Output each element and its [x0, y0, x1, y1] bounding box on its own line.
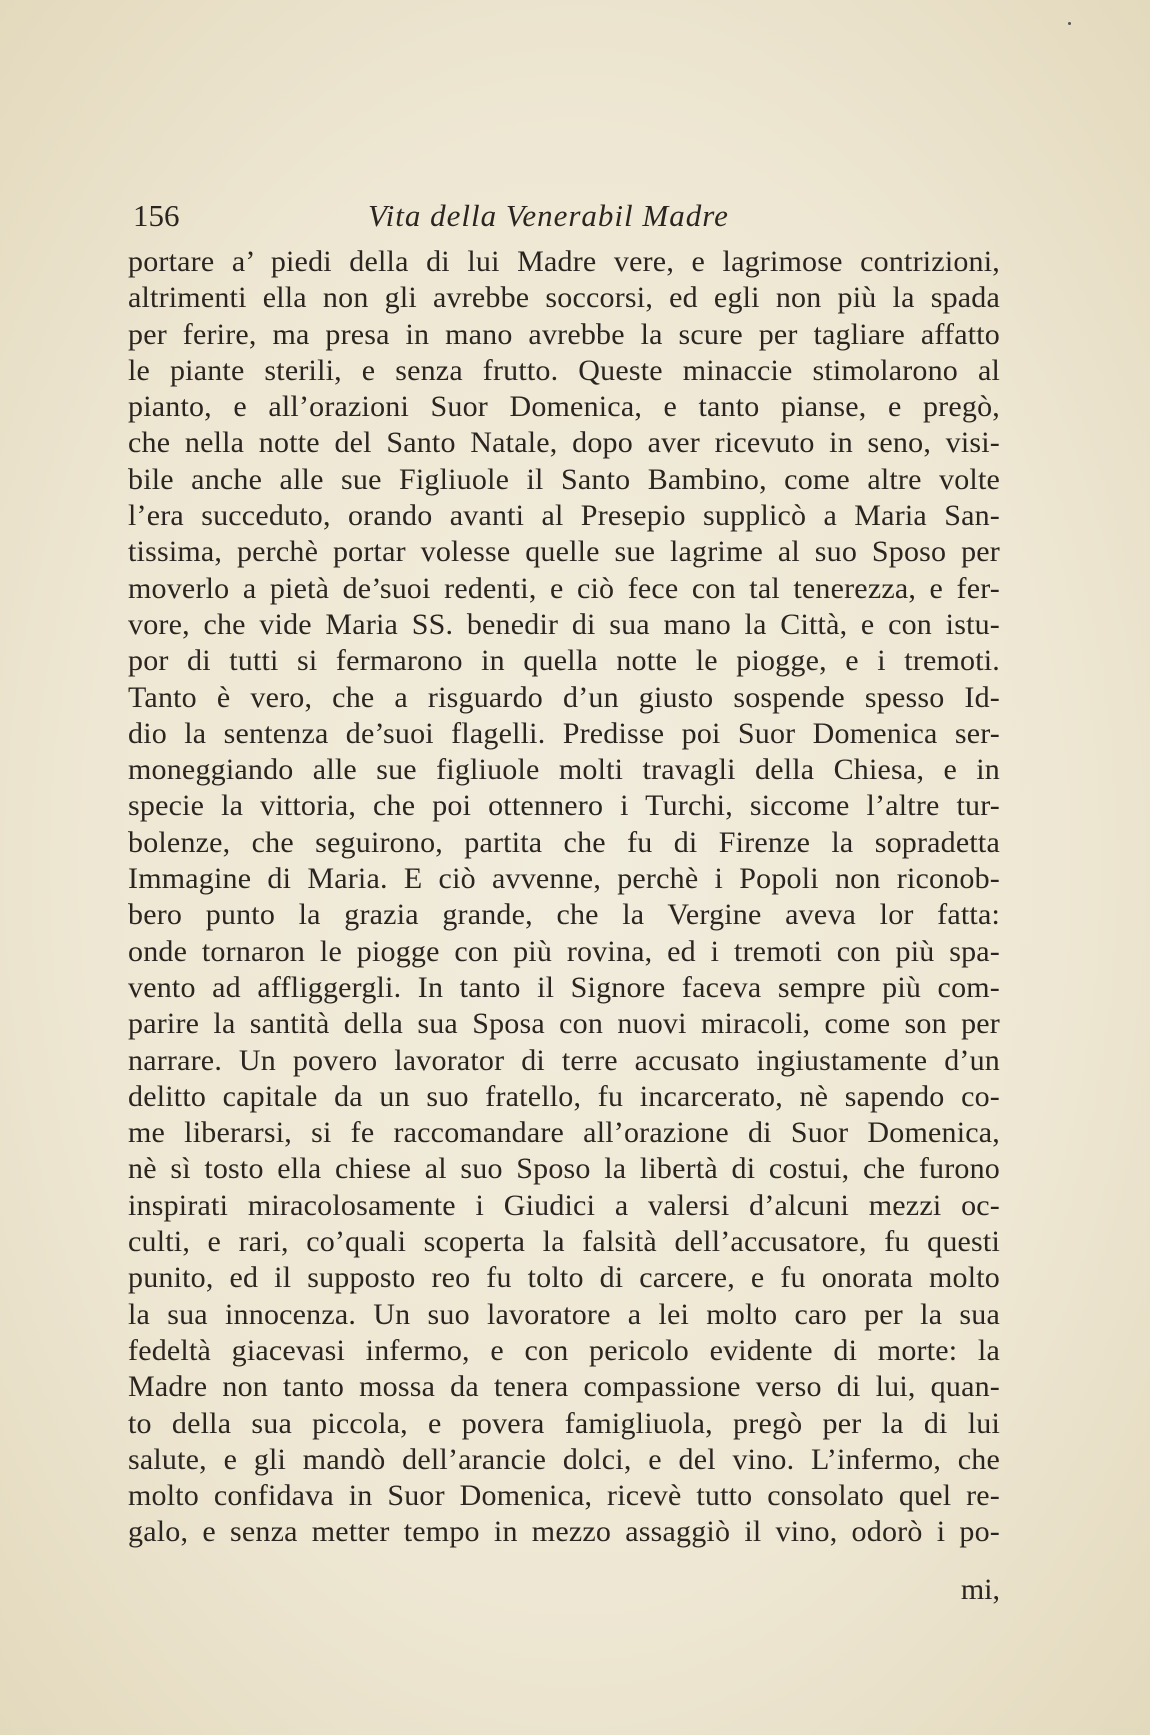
text-line-content: punito, ed il supposto reo fu tolto di carcere, e fu onorata molto	[128, 1261, 1000, 1295]
text-line-content: la sua innocenza. Un suo lavoratore a lei molto caro per la sua	[128, 1297, 1000, 1331]
text-line	[128, 1369, 1000, 1405]
text-line	[128, 353, 1000, 389]
paper-speck	[1068, 22, 1071, 25]
text-line	[128, 498, 1000, 534]
text-line-content: salute, e gli mandò dell’arancie dolci, e del vino. L’infermo, che	[128, 1442, 1000, 1476]
text-line-content: l’era succeduto, orando avanti al Presepio supplicò a Maria San-	[128, 499, 1000, 533]
text-line	[128, 425, 1000, 461]
text-line-content: molto confidava in Suor Domenica, ricevè tutto consolato quel re-	[128, 1479, 1000, 1513]
text-line-content: tissima, perchè portar volesse quelle sue lagrime al suo Sposo per	[128, 535, 1000, 569]
text-line	[128, 389, 1000, 425]
text-line	[128, 1115, 1000, 1151]
text-line	[128, 1297, 1000, 1333]
text-line-content: specie la vittoria, che poi ottennero i Turchi, siccome l’altre tur-	[128, 789, 1000, 823]
text-line	[128, 934, 1000, 970]
text-line-content: nè sì tosto ella chiese al suo Sposo la libertà di costui, che furono	[128, 1152, 1000, 1186]
text-line	[128, 643, 1000, 679]
text-line-content: le piante sterili, e senza frutto. Queste minaccie stimolarono al	[128, 353, 1000, 387]
text-line	[128, 680, 1000, 716]
page-header	[128, 198, 1000, 238]
text-line	[128, 1333, 1000, 1369]
text-line	[128, 752, 1000, 788]
text-line-content: bolenze, che seguirono, partita che fu di Firenze la sopradetta	[128, 825, 1000, 859]
text-line-content: bile anche alle sue Figliuole il Santo Bambino, come altre volte	[128, 462, 1000, 496]
text-line-content: galo, e senza metter tempo in mezzo assaggiò il vino, odorò i po-	[128, 1515, 1000, 1549]
text-line	[128, 1406, 1000, 1442]
text-line	[128, 1442, 1000, 1478]
text-line	[128, 1224, 1000, 1260]
text-line	[128, 1006, 1000, 1042]
text-line-content: Madre non tanto mossa da tenera compassione verso di lui, quan-	[128, 1370, 1000, 1404]
text-line	[128, 716, 1000, 752]
text-line-content: bero punto la grazia grande, che la Vergine aveva lor fatta:	[128, 898, 1000, 932]
text-line	[128, 280, 1000, 316]
text-line-content: vore, che vide Maria SS. benedir di sua mano la Città, e con istu-	[128, 607, 1000, 641]
text-line-content: onde tornaron le piogge con più rovina, ed i tremoti con più spa-	[128, 934, 1000, 968]
text-line	[128, 1043, 1000, 1079]
body-text	[128, 244, 1000, 1551]
text-line	[128, 1260, 1000, 1296]
text-line	[128, 1079, 1000, 1115]
text-line-content: fedeltà giacevasi infermo, e con pericolo evidente di morte: la	[128, 1333, 1000, 1367]
text-line	[128, 825, 1000, 861]
running-title: Vita della Venerabil Madre	[368, 198, 729, 233]
text-line	[128, 1514, 1000, 1550]
text-line-content: per ferire, ma presa in mano avrebbe la scure per tagliare affatto	[128, 317, 1000, 351]
text-line	[128, 607, 1000, 643]
text-line	[128, 897, 1000, 933]
text-line	[128, 534, 1000, 570]
page-number: 156	[133, 198, 180, 233]
text-line-content: che nella notte del Santo Natale, dopo aver ricevuto in seno, visi-	[128, 426, 1000, 460]
text-line-content: altrimenti ella non gli avrebbe soccorsi, ed egli non più la spada	[128, 281, 1000, 315]
text-line-content: Immagine di Maria. E ciò avvenne, perchè i Popoli non riconob-	[128, 862, 1000, 896]
text-line-content: portare a’ piedi della di lui Madre vere, e lagrimose contrizioni,	[128, 245, 1000, 278]
text-line-content: delitto capitale da un suo fratello, fu incarcerato, nè sapendo co-	[128, 1079, 1000, 1113]
text-line-content: Tanto è vero, che a risguardo d’un giusto sospende spesso Id-	[128, 680, 1000, 714]
text-line	[128, 1188, 1000, 1224]
catchword: mi,	[960, 1573, 1000, 1606]
text-line	[128, 571, 1000, 607]
text-line	[128, 970, 1000, 1006]
text-line-content: narrare. Un povero lavorator di terre accusato ingiustamente d’un	[128, 1043, 1000, 1077]
text-line	[128, 1151, 1000, 1187]
text-line	[128, 861, 1000, 897]
text-line-content: moverlo a pietà de’suoi redenti, e ciò fece con tal tenerezza, e fer-	[128, 571, 1000, 605]
text-line-content: dio la sentenza de’suoi flagelli. Predisse poi Suor Domenica ser-	[128, 716, 1000, 750]
text-line-content: me liberarsi, si fe raccomandare all’orazione di Suor Domenica,	[128, 1116, 1000, 1150]
text-line-content: to della sua piccola, e povera famigliuola, pregò per la di lui	[128, 1406, 1000, 1440]
text-line	[128, 462, 1000, 498]
text-line-content: culti, e rari, co’quali scoperta la falsità dell’accusatore, fu questi	[128, 1225, 1000, 1259]
text-line	[128, 1478, 1000, 1514]
text-line-content: pianto, e all’orazioni Suor Domenica, e tanto pianse, e pregò,	[128, 390, 1000, 424]
text-line	[128, 317, 1000, 353]
text-line-content: por di tutti si fermarono in quella notte le piogge, e i tremoti.	[128, 644, 1000, 678]
text-line-content: parire la santità della sua Sposa con nuovi miracoli, come son per	[128, 1007, 1000, 1041]
text-line	[128, 244, 1000, 280]
text-line-content: inspirati miracolosamente i Giudici a valersi d’alcuni mezzi oc-	[128, 1188, 1000, 1222]
text-line-content: moneggiando alle sue figliuole molti travagli della Chiesa, e in	[128, 753, 1000, 787]
text-line	[128, 788, 1000, 824]
text-line-content: vento ad affliggergli. In tanto il Signore faceva sempre più com-	[128, 970, 1000, 1004]
